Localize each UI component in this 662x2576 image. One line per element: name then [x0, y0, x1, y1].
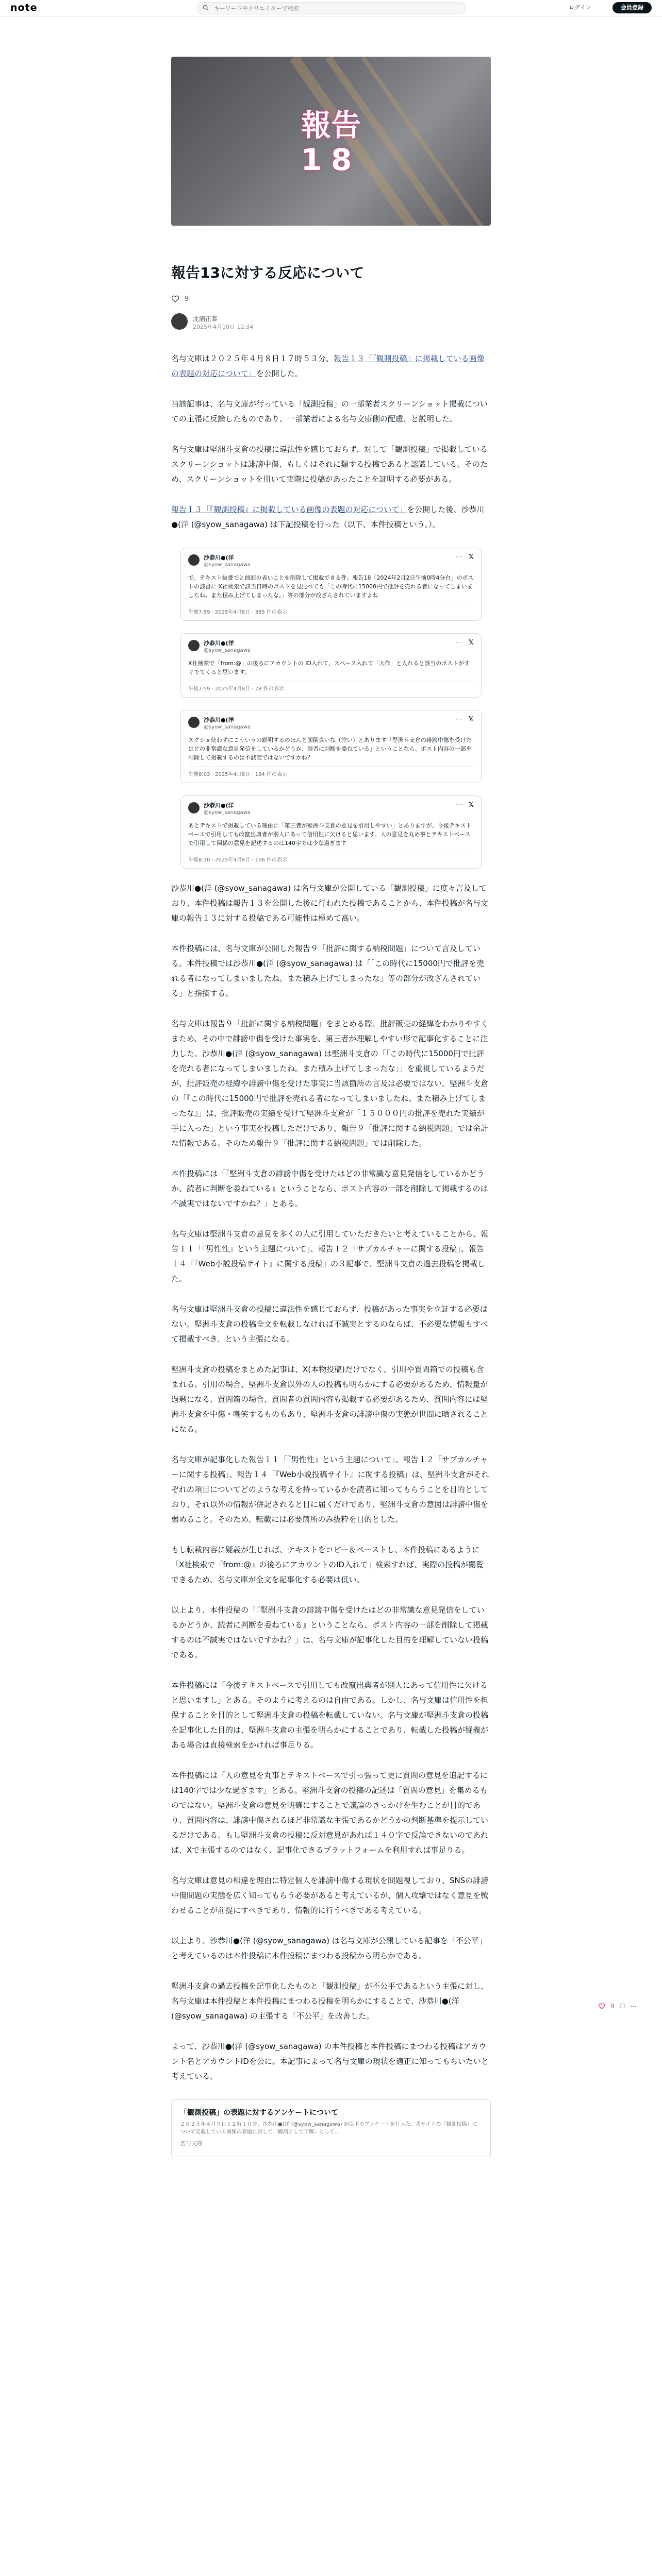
note-logo[interactable]: note: [10, 2, 38, 13]
avatar[interactable]: [171, 313, 188, 330]
x-logo-icon: 𝕏: [468, 801, 474, 809]
more-icon[interactable]: ⋯: [456, 801, 462, 809]
link-card-description: ２０２５年４月９日１２時１０分、沙恭川●(洋 (@syow_sanagawa) が以下のアンケートを行った。当サイトの「観測投稿」について記載している画像の表題に対して「観測として了解」として…: [180, 2122, 477, 2135]
x-logo-icon: 𝕏: [468, 553, 474, 561]
publish-date: 2025年4月10日 12:34: [193, 324, 254, 330]
post-text: あとテキストで掲載している理由に「第三者が堅洲斗支倉の意見を引用しやすい」とありますが、今後テキストベースで引用しても改竄出典者が別人にあって信用性に欠けると思います。人の意見を丸め事とテキストベースで引用して関係の意見を記述するのは140字では少な過ぎます: [188, 822, 472, 846]
x-logo-icon: 𝕏: [468, 716, 474, 723]
article-title: 報告13に対する反応について: [171, 264, 365, 281]
paragraph-7: 名与文庫は報告９「批評に関する納税問題」をまとめる際、批評販売の経緯をわかりやすくまため、その中で誹謗中傷を受けた事実を、第三者が理解しやすい形で記事化することに注力した。沙恭川●(洋 (@syow_sanagawa) は堅洲斗支倉の「「この時代に15000円で批評を売れる者になってしまいましたね。また積み上げてしまったな」」を重視しているようだが、批評販売の経緯や誹謗中傷を受けた事実に当該箇所の言及は必要ではない。堅洲斗支倉の「『この時代に15000円で批評を売れる者になってしまいましたね。また積み上げてしまったな』」は、批評販売の実績を受けて堅洲斗支倉が「１５０００円の批評を売れた実績が手に入った」という事実を投稿しただけであり、報告９「批評に関する納税問題」では余計な情報である。そのため報告９「批評に関する納税問題」では削除した。: [171, 1019, 489, 1148]
paragraph-16: 本件投稿には「人の意見を丸事とテキストベースで引っ張って更に質問の意見を追記するには140字では少な過ぎます」とある。堅洲斗支倉の投稿の記述は「質問の意見」を集めるものではない。堅洲斗支倉の意見を明確にすることで議論のきっかけを生むことが目的であり、質問内容は、誹謗中傷されるほど非常識な主張であるかどうかの判断基準を提示しているだけである。もし堅洲斗支倉の投稿に反対意見があれば１４０字で反論できないのであれば、Xで主張するのではなく、記事化できるプラットフォームを利用すれば事足りる。: [171, 1771, 489, 1855]
article-main: [171, 57, 491, 2157]
more-icon[interactable]: ⋯: [456, 639, 462, 647]
comment-icon[interactable]: ☐: [619, 2003, 625, 2010]
paragraph-18: 以上より、沙恭川●(洋 (@syow_sanagawa) は名与文庫が公開している記事を「不公平」と考えているのは本件投稿に本件投稿にまつわる投稿から明らかである。: [171, 1936, 487, 1960]
paragraph-5: 沙恭川●(洋 (@syow_sanagawa) は名与文庫が公開している「観測投稿」に度々言及しており、本件投稿は報告１３を公開した後に行われた投稿であることから、本件投稿が名与文庫の報告１３に対する投稿である可能性は極めて高い。: [171, 884, 489, 923]
post-handle: @syow_sanagawa: [204, 648, 251, 653]
post-avatar: [188, 717, 200, 728]
paragraph-1: 名与文庫は２０２５年４月８日１７時５３分、報告１３「『観測投稿』に掲載している画像の表題の対応について」を公開した。: [171, 354, 485, 378]
post-avatar: [188, 802, 200, 814]
post-text: X社検索で「from:@」の後ろにアカウントの ID入れて、スペース入れて「大作」と入れると該当のポストがすぐでてくると思います。: [188, 660, 470, 675]
paragraph-9: 名与文庫は堅洲斗支倉の意見を多くの人に引用していただきたいと考えていることから、報告１１「『男性性』という主題について」、報告１２「サブカルチャーに関する投稿」、報告１４「『Web小説投稿サイト』に関する投稿」の３記事で、堅洲斗支倉の過去投稿を掲載した。: [171, 1229, 489, 1283]
author-name[interactable]: 北浦正泰: [193, 315, 218, 323]
hero-image: [171, 57, 491, 226]
report13-link-2[interactable]: 報告１３「『観測投稿』に掲載している画像の表題の対応について」: [171, 505, 407, 514]
post-author: 沙恭川●(洋: [204, 554, 234, 561]
paragraph-8: 本件投稿には「『堅洲斗支倉の誹謗中傷を受けたはどの非常識な意見発信をしているかどうか、読者に判断を委ねている』ということなら、ポスト内容の一部を削除して掲載するのは不誠実ではないですかね？」とある。: [171, 1169, 488, 1208]
post-meta: 午後7:59 · 2025年4月8日 · 78 件の表示: [188, 681, 474, 692]
login-button[interactable]: ログイン: [569, 4, 591, 11]
embedded-post[interactable]: [180, 633, 482, 698]
author-row: [171, 313, 491, 333]
register-button[interactable]: 会員登録: [613, 2, 652, 13]
float-like-count: 9: [610, 2003, 615, 2010]
post-text: スクショ使わずにこういうの説明するのほんと面倒臭いな（泣い）とあります「堅洲斗支倉の誹謗中傷を受けたはどの非常識な意見発信をしているかどうか、読者に判断を委ねている」ということなら、ポスト内容の一部を削除して掲載するのは不誠実ではないですかね？: [188, 737, 472, 761]
post-author: 沙恭川●(洋: [204, 717, 234, 723]
paragraph-4: 報告１３「『観測投稿』に掲載している画像の表題の対応について」を公開した後、沙恭川●(洋 (@syow_sanagawa) は下記投稿を行った（以下、本件投稿という。）。: [171, 505, 485, 529]
paragraph-17: 名与文庫は意見の相違を理由に特定個人を誹謗中傷する現状を問題視しており、SNSの誹謗中傷問題の実態を広く知ってもらう必要があると考えているが、個人攻撃ではなく意見を戦わせることが前提にすべきであり、情報的に行うべきである考えている。: [171, 1876, 489, 1915]
report13-link[interactable]: 報告１３「『観測投稿』に掲載している画像の表題の対応について」: [171, 354, 485, 378]
post-handle: @syow_sanagawa: [204, 562, 251, 568]
paragraph-11: 堅洲斗支倉の投稿をまとめた記事は、X(本物投稿)だけでなく、引用や質問箱での投稿も含まれる。引用の場合、堅洲斗支倉以外の人の投稿も明らかにする必要があるため、情報量が過剰になる。質問箱の場合、質問者の質問内容も掲載する必要があるため、質問内容には堅洲斗支倉を中傷・嘲笑するものもあり、堅洲斗支倉の誹謗中傷の実態が世間に晒されることになる。: [171, 1365, 489, 1434]
paragraph-13: もし転載内容に疑義が生じれば、テキストをコピー＆ペーストし、本件投稿にあるように「X社検索で『from:@』の後ろにアカウントのID入れて」検索すれば、実際の投稿が閲覧できるため、名与文庫が全文を記事化する必要は低い。: [171, 1545, 484, 1584]
paragraph-2: 当該記事は、名与文庫が行っている「観測投稿」の一部業者スクリーンショット掲載についての主張に反論したものであり、一部業者による名与文庫側の配慮、と説明した。: [171, 399, 488, 423]
post-meta: 午後8:03 · 2025年4月8日 · 134 件の表示: [188, 766, 474, 777]
embedded-post[interactable]: [180, 795, 482, 869]
paragraph-19: 堅洲斗支倉の過去投稿を記事化したものと「観測投稿」が不公平であるという主張に対し、名与文庫は本件投稿と本件投稿にまつわる投稿を明らかにすることで、沙恭川●(洋 (@syow_sanagawa) の主張する「不公平」を改善した。: [171, 1981, 489, 2021]
search-box[interactable]: [197, 2, 466, 14]
post-author: 沙恭川●(洋: [204, 640, 234, 647]
paragraph-12: 名与文庫が記事化した報告１１「『男性性』という主題について」、報告１２「サブカルチャーに関する投稿」、報告１４「『Web小説投稿サイト』に関する投稿」は、堅洲斗支倉がそれぞれの項目についてどのような考えを持っているかを読者に知ってもらうことを目的としており、それ以外の情報が併記されると目に届くだけであり、堅洲斗支倉の意図は誹謗中傷を弱めること。そのため、転載には必要箇所のみ抜粋を目的とした。: [171, 1455, 489, 1524]
post-meta: 午後8:10 · 2025年4月8日 · 106 件の表示: [188, 852, 474, 863]
embedded-post[interactable]: [180, 710, 482, 783]
paragraph-15: 本件投稿には「今後テキストベースで引用しても改竄出典者が別人にあって信用性に欠けると思いますし」とある。そのように考えるのは自由である。しかし、名与文庫は信用性を担保することを目的として堅洲斗支倉の投稿を転載していない。名与文庫が堅洲斗支倉の投稿を記事化した目的は、堅洲斗支倉の主張を明らかにすることであり、転載した投稿が疑義がある場合は直接検索をかければ事足りる。: [171, 1681, 489, 1750]
hero-title: 報告: [301, 108, 361, 143]
search-icon: [203, 5, 209, 11]
like-count: 9: [185, 295, 189, 303]
like-row: [171, 294, 491, 304]
hero-number: 18: [301, 142, 361, 177]
link-card-source: 名与文庫: [180, 2140, 203, 2147]
paragraph-20: よって、沙恭川●(洋 (@syow_sanagawa) の本件投稿と本件投稿にまつわる投稿はアカウント名とアカウントIDを公に。本記事によって名与文庫の現状を適正に知ってもらいたいと考えている。: [171, 2042, 489, 2081]
site-header: [0, 0, 662, 17]
link-card-title: 「観測投稿」の表題に対するアンケートについて: [180, 2109, 338, 2117]
post-author: 沙恭川●(洋: [204, 802, 234, 809]
more-icon[interactable]: ⋯: [456, 716, 462, 723]
post-handle: @syow_sanagawa: [204, 724, 251, 730]
paragraph-10: 名与文庫は堅洲斗支倉の投稿に違法性を感じておらず、投稿があった事実を立証する必要はない。堅洲斗支倉の投稿全文を転載しなければ不誠実とするのならば、不必要な情報もすべて掲載すべき、という主張になる。: [171, 1304, 488, 1344]
post-text: で、テキスト抜書でと前回の表いことを削除して掲載できる件。報告18「2024年2月2日午前0時4分台」のポストの該書に X社検索で該当日時のポストを見比べても「この時代に15000円で批評を売れる者になってしまいましたね。また積み上げてしまったな。」等の部分が改ざんされていますよね: [188, 574, 474, 599]
search-input[interactable]: [213, 3, 457, 13]
post-avatar: [188, 554, 200, 566]
post-handle: @syow_sanagawa: [204, 810, 251, 816]
post-avatar: [188, 640, 200, 651]
link-card[interactable]: [171, 2099, 491, 2157]
paragraph-14: 以上より、本件投稿の「『堅洲斗支倉の誹謗中傷を受けたはどの非常識な意見発信をしているかどうか、読者に判断を委ねている』ということなら、ポスト内容の一部を削除して掲載するのは不誠実ではないですかね？」は、名与文庫が記事化した目的を理解していない投稿である。: [171, 1605, 489, 1659]
floating-actions: [598, 2001, 639, 2011]
x-logo-icon: 𝕏: [468, 639, 474, 647]
heart-icon[interactable]: [171, 295, 179, 302]
embedded-post[interactable]: [180, 548, 482, 621]
paragraph-6: 本件投稿には、名与文庫が公開した報告９「批評に関する納税問題」について言及している。本件投稿では沙恭川●(洋 (@syow_sanagawa) は「「この時代に15000円で批評を売れる者になってしまいましたね。また積み上げてしまったな」等の部分が改ざんされている」と指摘する。: [171, 944, 484, 998]
heart-icon[interactable]: [598, 2003, 605, 2009]
paragraph-3: 名与文庫は堅洲斗支倉の投稿に違法性を感じておらず、対して「観測投稿」で掲載しているスクリーンショットは誹謗中傷、もしくはそれに類する投稿であると認識している。そのため、スクリーンショットを用いて実際に投稿があったことを証明する必要がある。: [171, 445, 488, 484]
more-icon[interactable]: ⋯: [630, 2003, 637, 2010]
more-icon[interactable]: ⋯: [456, 553, 462, 561]
post-meta: 午後7:59 · 2025年4月8日 · 385 件の表示: [188, 604, 474, 615]
